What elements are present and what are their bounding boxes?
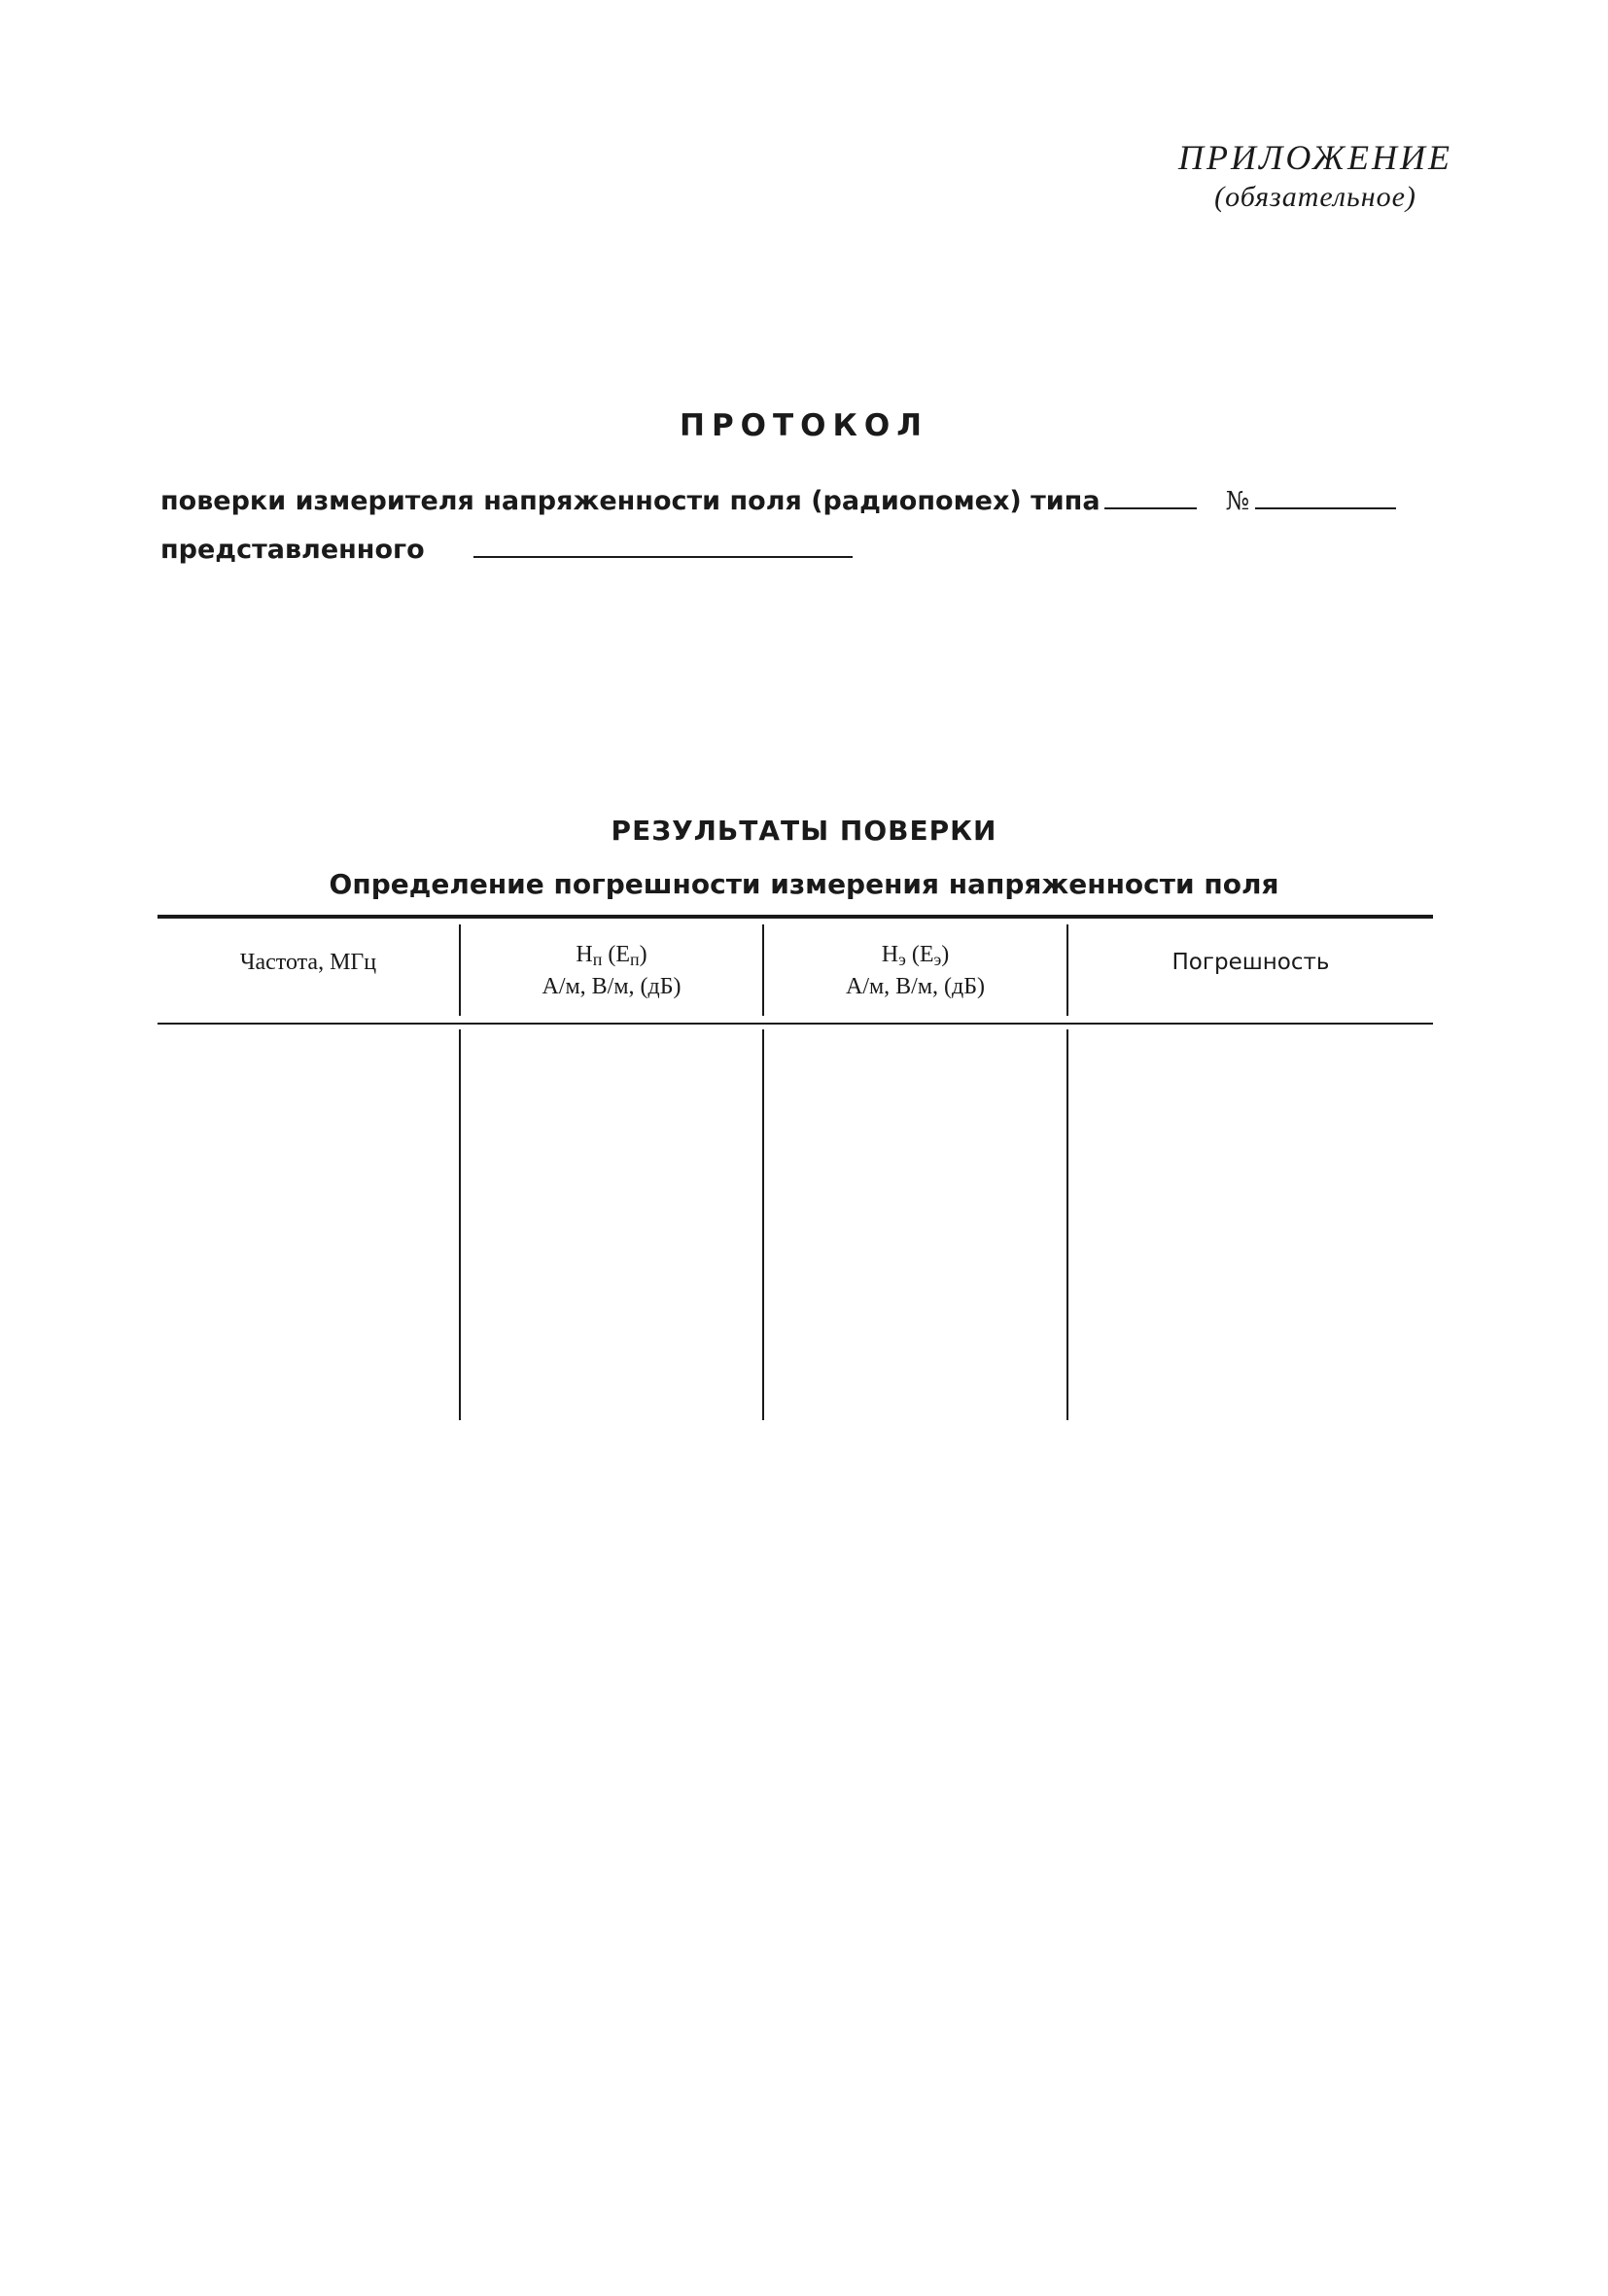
- protocol-line-presented-text: представленного: [160, 535, 425, 565]
- appendix-subtitle: (обязательное): [1214, 181, 1416, 213]
- column-divider: [1066, 1029, 1068, 1420]
- table-top-rule: [157, 915, 1433, 919]
- protocol-line-type-text: поверки измерителя напряженности поля (радиопомех) типа: [160, 486, 1101, 516]
- col2-paren-open: (E: [602, 942, 630, 967]
- col3-paren-close: ): [941, 942, 950, 967]
- number-sign: №: [1225, 487, 1250, 516]
- appendix-header: [1178, 136, 1452, 216]
- col2-units: А/м, В/м, (дБ): [542, 974, 682, 999]
- col3-symbol: H: [881, 942, 899, 967]
- header-divider: [459, 924, 461, 1016]
- protocol-title: ПРОТОКОЛ: [680, 408, 928, 443]
- results-table: [157, 915, 1433, 1420]
- column-header-reference-field: [461, 942, 762, 999]
- protocol-line-presented: [160, 533, 853, 565]
- col2-symbol: H: [576, 942, 593, 967]
- results-subtitle: Определение погрешности измерения напряженности поля: [329, 868, 1279, 900]
- column-divider: [762, 1029, 764, 1420]
- header-divider: [762, 924, 764, 1016]
- protocol-line-type: [160, 484, 1396, 516]
- column-header-error: Погрешность: [1171, 950, 1330, 975]
- header-bottom-rule: [157, 1023, 1433, 1025]
- col3-symbol-sub: э: [898, 950, 906, 969]
- number-field[interactable]: [1255, 484, 1396, 509]
- column-header-frequency: Частота, МГц: [239, 950, 377, 975]
- type-field[interactable]: [1104, 484, 1197, 509]
- presented-by-field[interactable]: [473, 533, 853, 558]
- results-title: РЕЗУЛЬТАТЫ ПОВЕРКИ: [611, 815, 997, 847]
- col2-paren-close: ): [639, 942, 647, 967]
- header-divider: [1066, 924, 1068, 1016]
- col3-paren-sub: э: [933, 950, 942, 969]
- column-divider: [459, 1029, 461, 1420]
- col3-paren-open: (E: [905, 942, 934, 967]
- col2-symbol-sub: п: [592, 950, 603, 969]
- appendix-title: ПРИЛОЖЕНИЕ: [1178, 138, 1452, 177]
- col2-paren-sub: п: [630, 950, 640, 969]
- column-header-measured-field: [764, 942, 1066, 999]
- col3-units: А/м, В/м, (дБ): [845, 974, 986, 999]
